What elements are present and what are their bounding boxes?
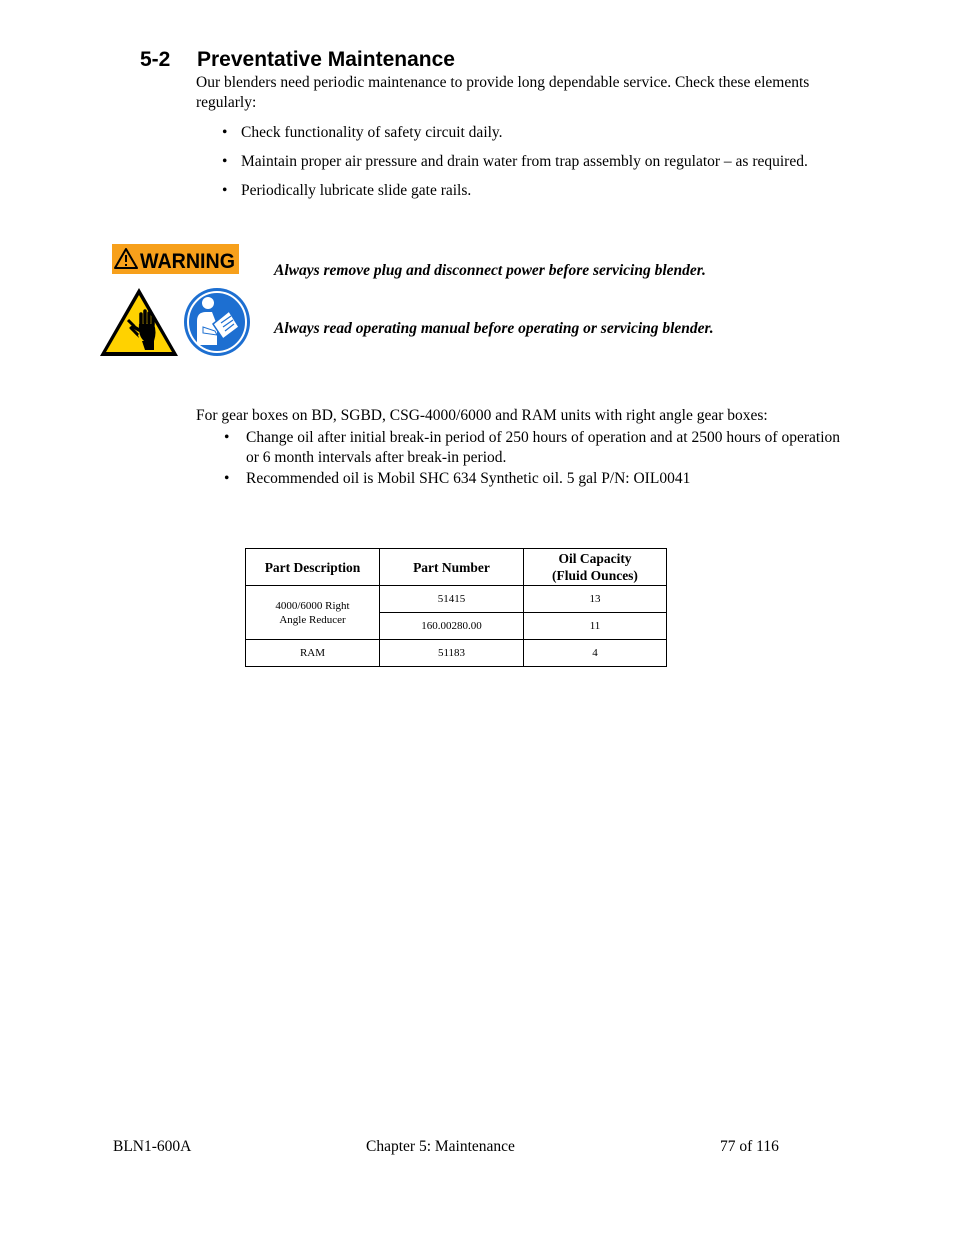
section-heading bbox=[140, 48, 455, 72]
cell-oil-capacity: 11 bbox=[524, 613, 667, 640]
list-item: • Periodically lubricate slide gate rails. bbox=[222, 182, 472, 199]
gearbox-intro: For gear boxes on BD, SGBD, CSG-4000/6000 and RAM units with right angle gear boxes: bbox=[196, 407, 768, 424]
section-number: 5-2 bbox=[140, 48, 171, 71]
power-warning-text: Always remove plug and disconnect power before servicing blender. bbox=[274, 262, 706, 279]
table-header-row bbox=[246, 549, 667, 586]
header-part-number: Part Number bbox=[380, 549, 524, 586]
table-row bbox=[246, 640, 667, 667]
section-title: Preventative Maintenance bbox=[197, 48, 455, 71]
manual-warning-text: Always read operating manual before operating or servicing blender. bbox=[274, 320, 714, 337]
read-manual-icon bbox=[183, 287, 251, 357]
cell-oil-capacity: 4 bbox=[524, 640, 667, 667]
bullet: • bbox=[224, 470, 230, 487]
list-item: • Change oil after initial break-in period of 250 hours of operation and at 2500 hours of operation or 6 month intervals after break-in period. bbox=[224, 429, 841, 466]
footer-chapter: Chapter 5: Maintenance bbox=[366, 1138, 515, 1155]
cell-part-description: RAM bbox=[246, 640, 380, 667]
gearbox-list bbox=[222, 428, 842, 490]
cell-part-description: 4000/6000 Right Angle Reducer bbox=[246, 586, 380, 640]
bullet: • bbox=[222, 153, 228, 170]
header-oil-capacity: Oil Capacity (Fluid Ounces) bbox=[524, 549, 667, 586]
cell-part-number: 160.00280.00 bbox=[380, 613, 524, 640]
cell-part-number: 51183 bbox=[380, 640, 524, 667]
cell-oil-capacity: 13 bbox=[524, 586, 667, 613]
cell-part-number: 51415 bbox=[380, 586, 524, 613]
list-item: • Maintain proper air pressure and drain water from trap assembly on regulator – as required. bbox=[222, 153, 808, 170]
header-part-description: Part Description bbox=[246, 549, 380, 586]
list-item: • Recommended oil is Mobil SHC 634 Synthetic oil. 5 gal P/N: OIL0041 bbox=[224, 470, 691, 487]
check-list bbox=[222, 123, 822, 210]
list-item: • Check functionality of safety circuit daily. bbox=[222, 124, 503, 141]
intro-paragraph: Our blenders need periodic maintenance to provide long dependable service. Check these elements regularly: bbox=[196, 74, 810, 111]
bullet: • bbox=[222, 182, 228, 199]
warning-badge-label: WARNING bbox=[140, 250, 235, 273]
footer-page-number: 77 of 116 bbox=[720, 1138, 779, 1155]
table-row bbox=[246, 586, 667, 613]
electric-hazard-icon bbox=[98, 286, 180, 358]
oil-capacity-table bbox=[245, 548, 667, 667]
warning-badge bbox=[112, 244, 239, 274]
footer-doc-id: BLN1-600A bbox=[113, 1138, 192, 1155]
bullet: • bbox=[222, 124, 228, 141]
bullet: • bbox=[224, 429, 230, 446]
warning-badge-graphic bbox=[112, 244, 239, 274]
